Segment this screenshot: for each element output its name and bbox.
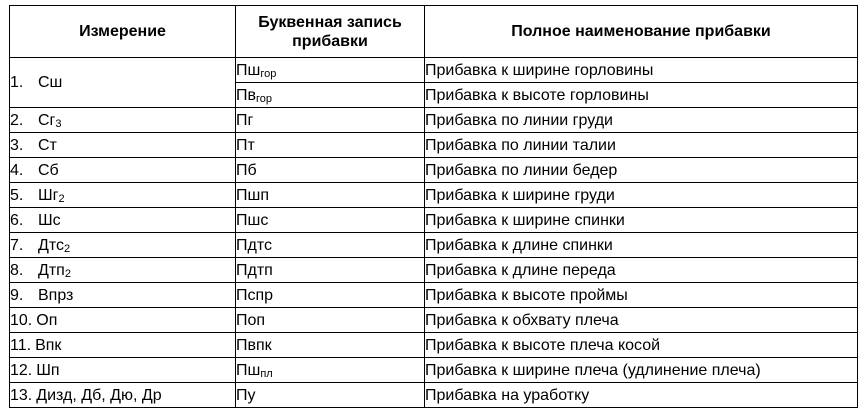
full-name-text: Прибавка к высоте плеча косой bbox=[425, 336, 661, 354]
full-name-text: Прибавка к длине спинки bbox=[425, 236, 613, 254]
row-number: 8. bbox=[10, 261, 24, 279]
table-row bbox=[10, 183, 858, 208]
abbreviation-text: Пу bbox=[236, 386, 256, 404]
abbreviation-text: Пдтс bbox=[236, 236, 272, 254]
abbreviation-cell bbox=[236, 83, 425, 108]
row-number: 6. bbox=[10, 211, 24, 229]
table-row bbox=[10, 283, 858, 308]
full-name-cell bbox=[425, 108, 858, 133]
table-row bbox=[10, 258, 858, 283]
table-row bbox=[10, 208, 858, 233]
full-name-cell bbox=[425, 283, 858, 308]
table-row bbox=[10, 58, 858, 83]
abbreviation-text: Пт bbox=[236, 136, 255, 154]
table-body bbox=[10, 58, 858, 408]
measurement-symbol: Шп bbox=[36, 361, 60, 379]
abbreviation-cell bbox=[236, 283, 425, 308]
full-name-cell bbox=[425, 308, 858, 333]
measurement-symbol: Сб bbox=[38, 161, 59, 179]
full-name-text: Прибавка по линии талии bbox=[425, 136, 616, 154]
header-abbreviation: Буквенная запись прибавки bbox=[236, 6, 425, 58]
abbreviation-cell bbox=[236, 233, 425, 258]
measurement-symbol: Сг bbox=[38, 111, 56, 129]
measurement-cell bbox=[10, 158, 236, 183]
full-name-text: Прибавка к обхвату плеча bbox=[425, 311, 619, 329]
measurement-cell bbox=[10, 283, 236, 308]
row-number: 4. bbox=[10, 161, 24, 179]
full-name-cell bbox=[425, 258, 858, 283]
measurement-symbol: Шс bbox=[38, 211, 61, 229]
table-row bbox=[10, 383, 858, 408]
measurement-cell bbox=[10, 358, 236, 383]
row-number: 2. bbox=[10, 111, 24, 129]
full-name-cell bbox=[425, 158, 858, 183]
abbreviation-cell bbox=[236, 208, 425, 233]
full-name-cell bbox=[425, 333, 858, 358]
measurement-subscript: 2 bbox=[64, 267, 71, 280]
measurement-symbol: Оп bbox=[36, 311, 58, 329]
table-row bbox=[10, 133, 858, 158]
measurement-cell bbox=[10, 58, 236, 108]
header-measurement: Измерение bbox=[10, 6, 236, 58]
abbreviation-cell bbox=[236, 108, 425, 133]
table-row bbox=[10, 158, 858, 183]
full-name-cell bbox=[425, 358, 858, 383]
measurement-subscript: 2 bbox=[58, 192, 65, 205]
header-full-name: Полное наименование прибавки bbox=[425, 6, 858, 58]
full-name-text: Прибавка к ширине груди bbox=[425, 186, 615, 204]
abbreviation-text: Пг bbox=[236, 111, 254, 129]
abbreviation-text: Пвпк bbox=[236, 336, 272, 354]
abbreviation-text: Пв bbox=[236, 86, 256, 104]
table-row bbox=[10, 358, 858, 383]
full-name-text: Прибавка к ширине спинки bbox=[425, 211, 625, 229]
measurement-symbol: Дтс bbox=[38, 236, 64, 254]
row-number: 1. bbox=[10, 74, 24, 91]
table-row bbox=[10, 233, 858, 258]
abbreviation-text: Пспр bbox=[236, 286, 274, 304]
measurement-cell bbox=[10, 183, 236, 208]
row-number: 3. bbox=[10, 136, 24, 154]
full-name-cell bbox=[425, 133, 858, 158]
abbreviation-subscript: пл bbox=[260, 367, 273, 380]
abbreviation-text: Пш bbox=[236, 61, 261, 79]
table-row bbox=[10, 308, 858, 333]
measurement-symbol: Дтп bbox=[38, 261, 65, 279]
allowances-table bbox=[9, 5, 858, 408]
measurement-cell bbox=[10, 133, 236, 158]
row-number: 7. bbox=[10, 236, 24, 254]
full-name-text: Прибавка к высоте проймы bbox=[425, 286, 628, 304]
measurement-cell bbox=[10, 383, 236, 408]
row-number: 13. bbox=[10, 386, 33, 404]
full-name-text: Прибавка по линии бедер bbox=[425, 161, 618, 179]
abbreviation-cell bbox=[236, 333, 425, 358]
abbreviation-text: Пш bbox=[236, 361, 261, 379]
measurement-symbol: Впк bbox=[35, 336, 62, 354]
abbreviation-cell bbox=[236, 133, 425, 158]
table-row bbox=[10, 108, 858, 133]
full-name-cell bbox=[425, 208, 858, 233]
abbreviation-cell bbox=[236, 258, 425, 283]
measurement-cell bbox=[10, 333, 236, 358]
abbreviation-text: Пшс bbox=[236, 211, 269, 229]
measurement-cell bbox=[10, 233, 236, 258]
abbreviation-text: Пдтп bbox=[236, 261, 273, 279]
full-name-text: Прибавка к высоте горловины bbox=[425, 86, 649, 104]
full-name-cell bbox=[425, 183, 858, 208]
abbreviation-cell bbox=[236, 183, 425, 208]
measurement-symbol: Ст bbox=[38, 136, 57, 154]
full-name-cell bbox=[425, 233, 858, 258]
measurement-symbol: Дизд, Дб, Дю, Др bbox=[36, 386, 162, 404]
measurement-cell bbox=[10, 208, 236, 233]
measurement-cell bbox=[10, 258, 236, 283]
measurement-subscript: 3 bbox=[55, 117, 62, 130]
abbreviation-cell bbox=[236, 308, 425, 333]
row-number: 11. bbox=[10, 336, 32, 354]
abbreviation-cell bbox=[236, 58, 425, 83]
measurement-symbol: Впрз bbox=[38, 286, 74, 304]
full-name-cell bbox=[425, 383, 858, 408]
full-name-cell bbox=[425, 58, 858, 83]
full-name-text: Прибавка на уработку bbox=[425, 386, 590, 404]
row-number: 10. bbox=[10, 311, 33, 329]
table-header-row bbox=[10, 6, 858, 58]
abbreviation-subscript: гор bbox=[260, 67, 277, 80]
abbreviation-text: Пшп bbox=[236, 186, 269, 204]
abbreviation-cell bbox=[236, 358, 425, 383]
full-name-cell bbox=[425, 83, 858, 108]
full-name-text: Прибавка к ширине горловины bbox=[425, 61, 654, 79]
measurement-cell bbox=[10, 308, 236, 333]
measurement-subscript: 2 bbox=[63, 242, 71, 255]
measurement-symbol: Шг bbox=[38, 186, 59, 204]
full-name-text: Прибавка к длине переда bbox=[425, 261, 616, 279]
full-name-text: Прибавка по линии груди bbox=[425, 111, 613, 129]
abbreviation-text: Поп bbox=[236, 311, 266, 329]
measurement-symbol: Сш bbox=[38, 74, 63, 91]
row-number: 5. bbox=[10, 186, 24, 204]
abbreviation-cell bbox=[236, 383, 425, 408]
abbreviation-text: Пб bbox=[236, 161, 257, 179]
row-number: 12. bbox=[10, 361, 33, 379]
measurement-cell bbox=[10, 108, 236, 133]
abbreviation-subscript: гор bbox=[256, 92, 273, 105]
row-number: 9. bbox=[10, 286, 24, 304]
abbreviation-cell bbox=[236, 158, 425, 183]
table-row bbox=[10, 333, 858, 358]
full-name-text: Прибавка к ширине плеча (удлинение плеча) bbox=[425, 361, 761, 379]
